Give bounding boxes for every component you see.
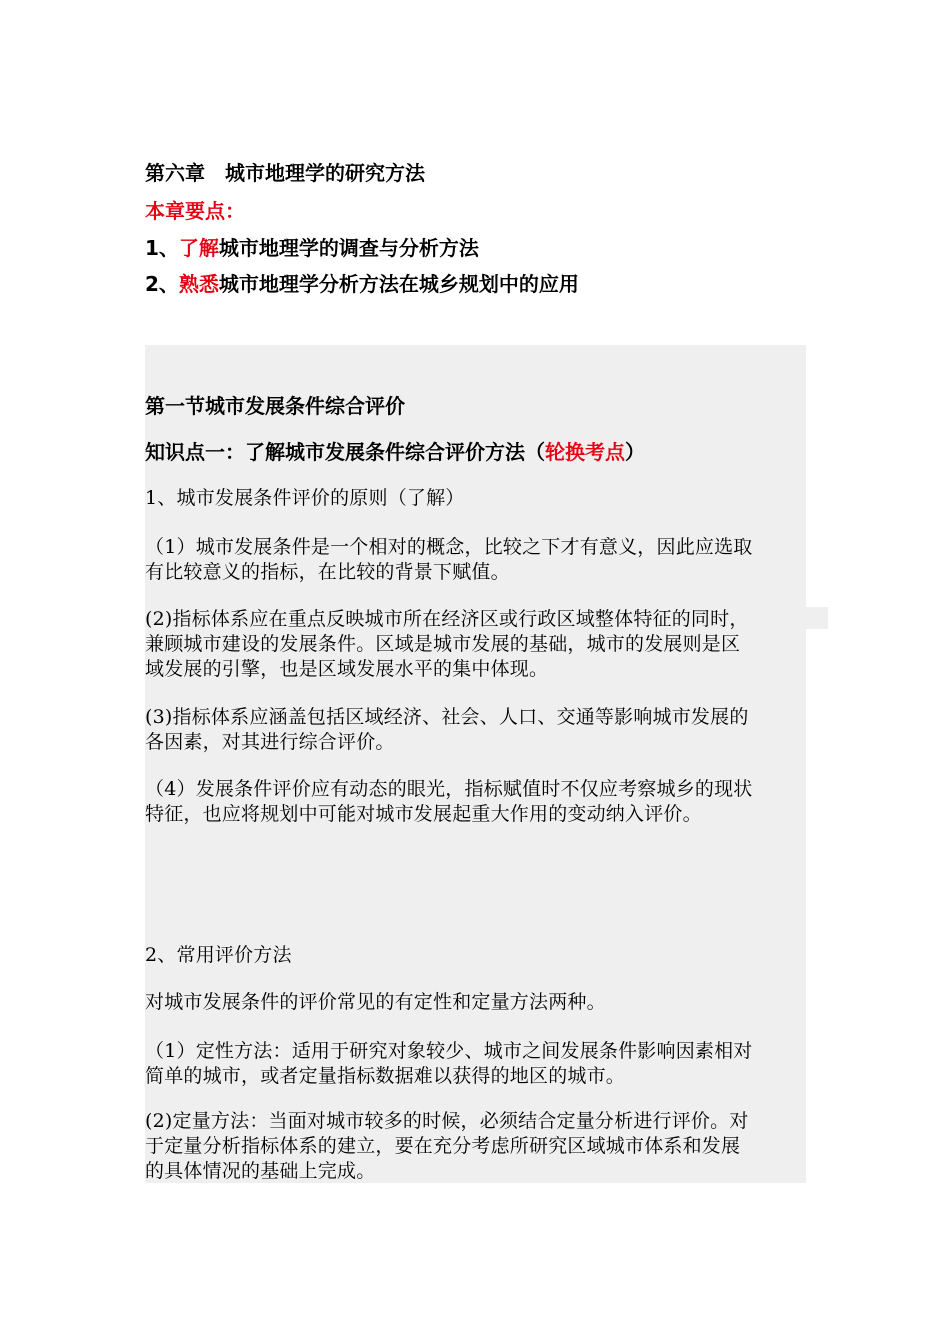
paragraph-line: 有比较意义的指标，在比较的背景下赋值。 — [145, 561, 510, 583]
principle-3 — [145, 705, 817, 755]
method-1 — [145, 1039, 817, 1089]
principles-heading: 1、城市发展条件评价的原则（了解） — [145, 487, 465, 509]
key-point-verb: 熟悉 — [178, 272, 219, 296]
key-point-text: 城市地理学分析方法在城乡规划中的应用 — [218, 272, 579, 296]
methods-heading: 2、常用评价方法 — [145, 944, 292, 966]
paragraph-line: 特征，也应将规划中可能对城市发展起重大作用的变动纳入评价。 — [145, 803, 702, 825]
paragraph-line: （1）城市发展条件是一个相对的概念，比较之下才有意义，因此应选取 — [145, 536, 753, 558]
method-2 — [145, 1109, 817, 1184]
key-point-2 — [145, 271, 579, 297]
key-point-num: 1、 — [145, 236, 179, 260]
principle-2 — [145, 607, 817, 682]
paragraph-line: 的具体情况的基础上完成。 — [145, 1160, 376, 1182]
knowledge-prefix: 知识点一：了解城市发展条件综合评价方法（ — [145, 440, 545, 464]
key-point-num: 2、 — [145, 272, 179, 296]
knowledge-suffix: ） — [625, 440, 645, 464]
paragraph-line: （4）发展条件评价应有动态的眼光，指标赋值时不仅应考察城乡的现状 — [145, 778, 753, 800]
key-point-1 — [145, 235, 479, 261]
knowledge-point-heading — [145, 439, 817, 465]
paragraph-line: 简单的城市，或者定量指标数据难以获得的地区的城市。 — [145, 1065, 626, 1087]
methods-intro: 对城市发展条件的评价常见的有定性和定量方法两种。 — [145, 991, 606, 1013]
paragraph-line: (2)指标体系应在重点反映城市所在经济区或行政区域整体特征的同时， — [145, 608, 749, 630]
principle-1 — [145, 535, 817, 585]
key-point-verb: 了解 — [178, 236, 219, 260]
chapter-title: 第六章 城市地理学的研究方法 — [145, 161, 425, 185]
paragraph-line: 于定量分析指标体系的建立，要在充分考虑所研究区域城市体系和发展 — [145, 1135, 741, 1157]
key-points-label: 本章要点： — [145, 199, 245, 223]
rotation-tag: 轮换考点 — [545, 440, 625, 464]
paragraph-line: 各因素，对其进行综合评价。 — [145, 731, 395, 753]
paragraph-line: (2)定量方法：当面对城市较多的时候，必须结合定量分析进行评价。对 — [145, 1110, 749, 1132]
section-title: 第一节城市发展条件综合评价 — [145, 394, 405, 418]
paragraph-line: (3)指标体系应涵盖包括区域经济、社会、人口、交通等影响城市发展的 — [145, 706, 749, 728]
key-point-text: 城市地理学的调查与分析方法 — [218, 236, 479, 260]
principle-4 — [145, 777, 817, 827]
paragraph-line: 域发展的引擎，也是区域发展水平的集中体现。 — [145, 658, 549, 680]
paragraph-line: 兼顾城市建设的发展条件。区域是城市发展的基础，城市的发展则是区 — [145, 633, 741, 655]
paragraph-line: （1）定性方法：适用于研究对象较少、城市之间发展条件影响因素相对 — [145, 1040, 753, 1062]
